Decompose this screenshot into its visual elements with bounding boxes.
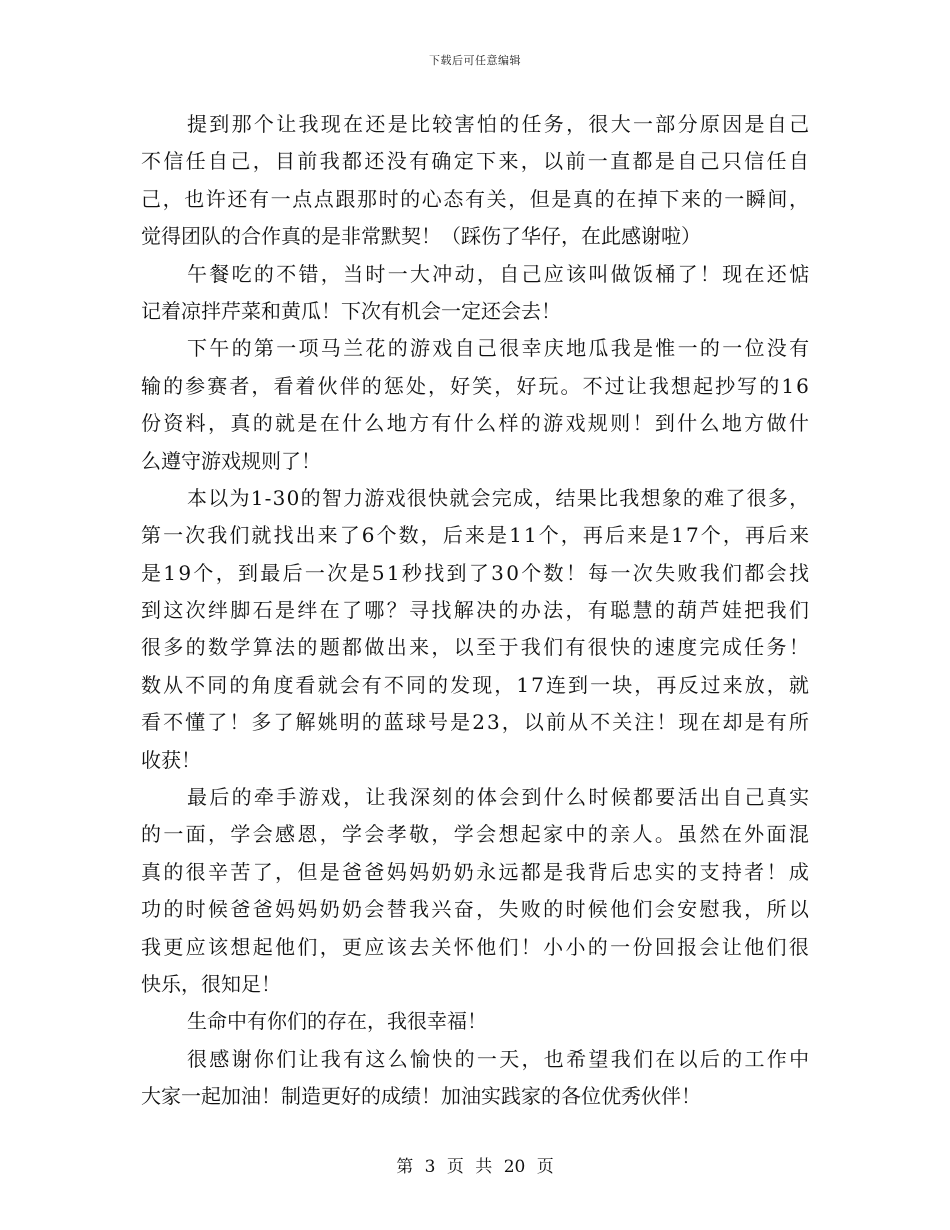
text-line: 很多的数学算法的题都做出来，以至于我们有很快的速度完成任务！ (141, 635, 812, 660)
text-line: 最后的牵手游戏，让我深刻的体会到什么时候都要活出自己真实 (187, 785, 812, 810)
text-line: 本以为1-30的智力游戏很快就会完成，结果比我想象的难了很多， (187, 485, 811, 510)
text-line: 我更应该想起他们，更应该去关怀他们！小小的一份回报会让他们很 (141, 934, 812, 959)
page-footer: 第 3 页 共 20 页 (396, 1157, 554, 1177)
text-line: 下午的第一项马兰花的游戏自己很幸庆地瓜我是惟一的一位没有 (187, 336, 812, 361)
text-line: 记着凉拌芹菜和黄瓜！下次有机会一定还会去！ (141, 298, 561, 323)
text-line: 真的很辛苦了，但是爸爸妈妈奶奶永远都是我背后忠实的支持者！成 (141, 859, 812, 884)
text-line: 的一面，学会感恩，学会孝敬，学会想起家中的亲人。虽然在外面混 (141, 822, 812, 847)
text-line: 己，也许还有一点点跟那时的心态有关，但是真的在掉下来的一瞬间， (141, 186, 811, 211)
text-line: 输的参赛者，看着伙伴的惩处，好笑，好玩。不过让我想起抄写的16 (141, 373, 811, 398)
text-line: 么遵守游戏规则了！ (141, 448, 321, 473)
text-line: 不信任自己，目前我都还没有确定下来，以前一直都是自己只信任自 (141, 149, 812, 174)
text-line: 到这次绊脚石是绊在了哪？寻找解决的办法，有聪慧的葫芦娃把我们 (141, 598, 812, 623)
text-line: 数从不同的角度看就会有不同的发现，17连到一块，再反过来放，就 (141, 672, 811, 697)
text-line: 第一次我们就找出来了6个数，后来是11个，再后来是17个，再后来 (141, 523, 812, 548)
text-line: 很感谢你们让我有这么愉快的一天，也希望我们在以后的工作中 (187, 1046, 812, 1071)
document-body (141, 106, 812, 1116)
page-header: 下载后可任意编辑 (429, 54, 521, 67)
text-line: 觉得团队的合作真的是非常默契！（踩伤了华仔，在此感谢啦） (141, 224, 701, 249)
text-line: 功的时候爸爸妈妈奶奶会替我兴奋，失败的时候他们会安慰我，所以 (141, 897, 812, 922)
text-line: 快乐，很知足！ (141, 971, 281, 996)
text-line: 提到那个让我现在还是比较害怕的任务，很大一部分原因是自己 (187, 112, 812, 136)
text-line: 收获！ (141, 747, 201, 772)
text-line: 生命中有你们的存在，我很幸福！ (187, 1009, 487, 1034)
text-line: 看不懂了！多了解姚明的蓝球号是23，以前从不关注！现在却是有所 (141, 710, 811, 735)
text-line: 份资料，真的就是在什么地方有什么样的游戏规则！到什么地方做什 (141, 411, 812, 436)
text-line: 午餐吃的不错，当时一大冲动，自己应该叫做饭桶了！现在还惦 (187, 261, 812, 286)
text-line: 是19个，到最后一次是51秒找到了30个数！每一次失败我们都会找 (141, 560, 812, 585)
text-line: 大家一起加油！制造更好的成绩！加油实践家的各位优秀伙伴！ (141, 1084, 701, 1109)
